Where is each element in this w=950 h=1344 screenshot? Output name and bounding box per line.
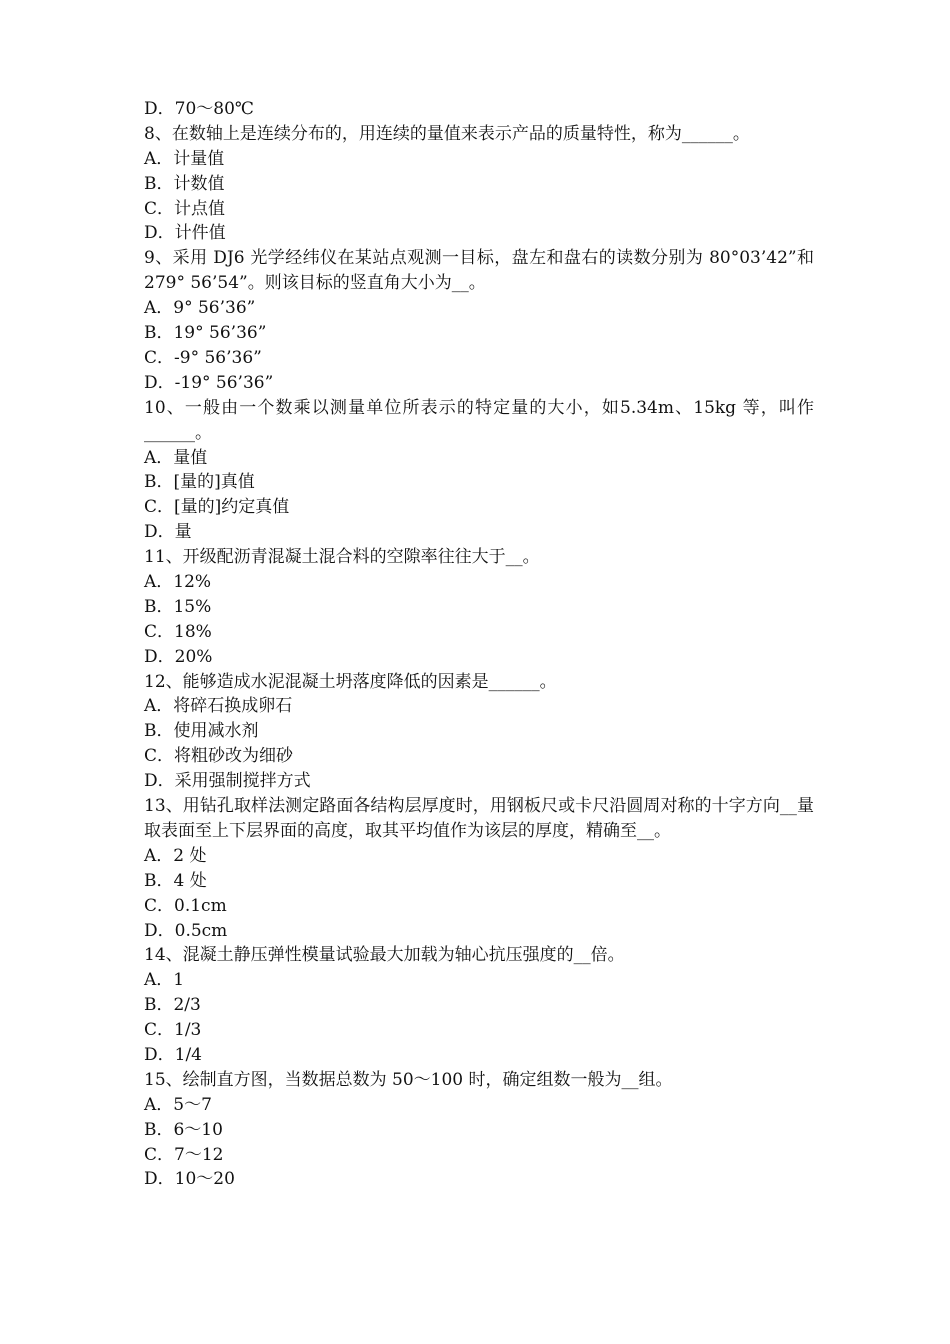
option-line: D．0.5cm — [144, 920, 228, 941]
option-line: B．19° 56’36” — [144, 323, 267, 344]
option-line: B．15% — [144, 596, 212, 617]
option-line: D．计件值 — [144, 223, 226, 244]
option-line: B．使用减水剂 — [144, 721, 259, 742]
option-line: A．量值 — [144, 447, 208, 468]
option-line: C．-9° 56’36” — [144, 347, 262, 368]
option-line: A．12% — [144, 572, 212, 593]
option-line: A．将碎石换成卵石 — [144, 696, 293, 717]
option-line: D．10～20 — [144, 1169, 235, 1190]
question-line: 15、绘制直方图，当数据总数为 50～100 时，确定组数一般为__组。 — [144, 1069, 673, 1090]
option-line: D．20% — [144, 646, 213, 667]
option-line: C．将粗砂改为细砂 — [144, 746, 294, 767]
option-line: D．70～80℃ — [144, 99, 254, 119]
option-line: D．1/4 — [144, 1045, 202, 1065]
question-line: 11、开级配沥青混凝土混合料的空隙率往往大于__。 — [144, 547, 540, 568]
option-line: A．9° 56’36” — [144, 298, 256, 319]
option-line: C．计点值 — [144, 198, 226, 219]
question-line: 10、一般由一个数乘以测量单位所表示的特定量的大小，如5.34m、15kg 等，叫作______。 — [144, 397, 814, 443]
option-line: D．量 — [144, 522, 192, 543]
option-line: B．6～10 — [144, 1119, 223, 1140]
question-line: 9、采用 DJ6 光学经纬仪在某站点观测一目标，盘左和盘右的读数分别为 80°03’42”和 279° 56’54”。则该目标的竖直角大小为__。 — [144, 248, 814, 294]
question-line: 8、在数轴上是连续分布的，用连续的量值来表示产品的质量特性，称为______。 — [144, 123, 750, 144]
option-line: B．[量的]真值 — [144, 472, 255, 493]
option-line: B．2/3 — [144, 995, 201, 1016]
option-line: A．1 — [144, 970, 185, 991]
document-page — [144, 97, 814, 1192]
option-line: A．5～7 — [144, 1094, 212, 1115]
option-line: C．18% — [144, 621, 212, 642]
option-line: A．计量值 — [144, 148, 225, 169]
question-line: 12、能够造成水泥混凝土坍落度降低的因素是______。 — [144, 671, 557, 692]
option-line: C．[量的]约定真值 — [144, 497, 290, 518]
option-line: B．计数值 — [144, 173, 225, 194]
option-line: A．2 处 — [144, 845, 207, 866]
option-line: C．7～12 — [144, 1144, 224, 1165]
option-line: C．1/3 — [144, 1020, 202, 1041]
question-line: 14、混凝土静压弹性模量试验最大加载为轴心抗压强度的__倍。 — [144, 945, 625, 966]
option-line: C．0.1cm — [144, 895, 227, 916]
option-line: B．4 处 — [144, 870, 207, 891]
option-line: D．采用强制搅拌方式 — [144, 771, 311, 792]
question-line: 13、用钻孔取样法测定路面各结构层厚度时，用钢板尺或卡尺沿圆周对称的十字方向__量取表面至上下层界面的高度，取其平均值作为该层的厚度，精确至__。 — [144, 796, 814, 841]
option-line: D．-19° 56’36” — [144, 372, 274, 393]
